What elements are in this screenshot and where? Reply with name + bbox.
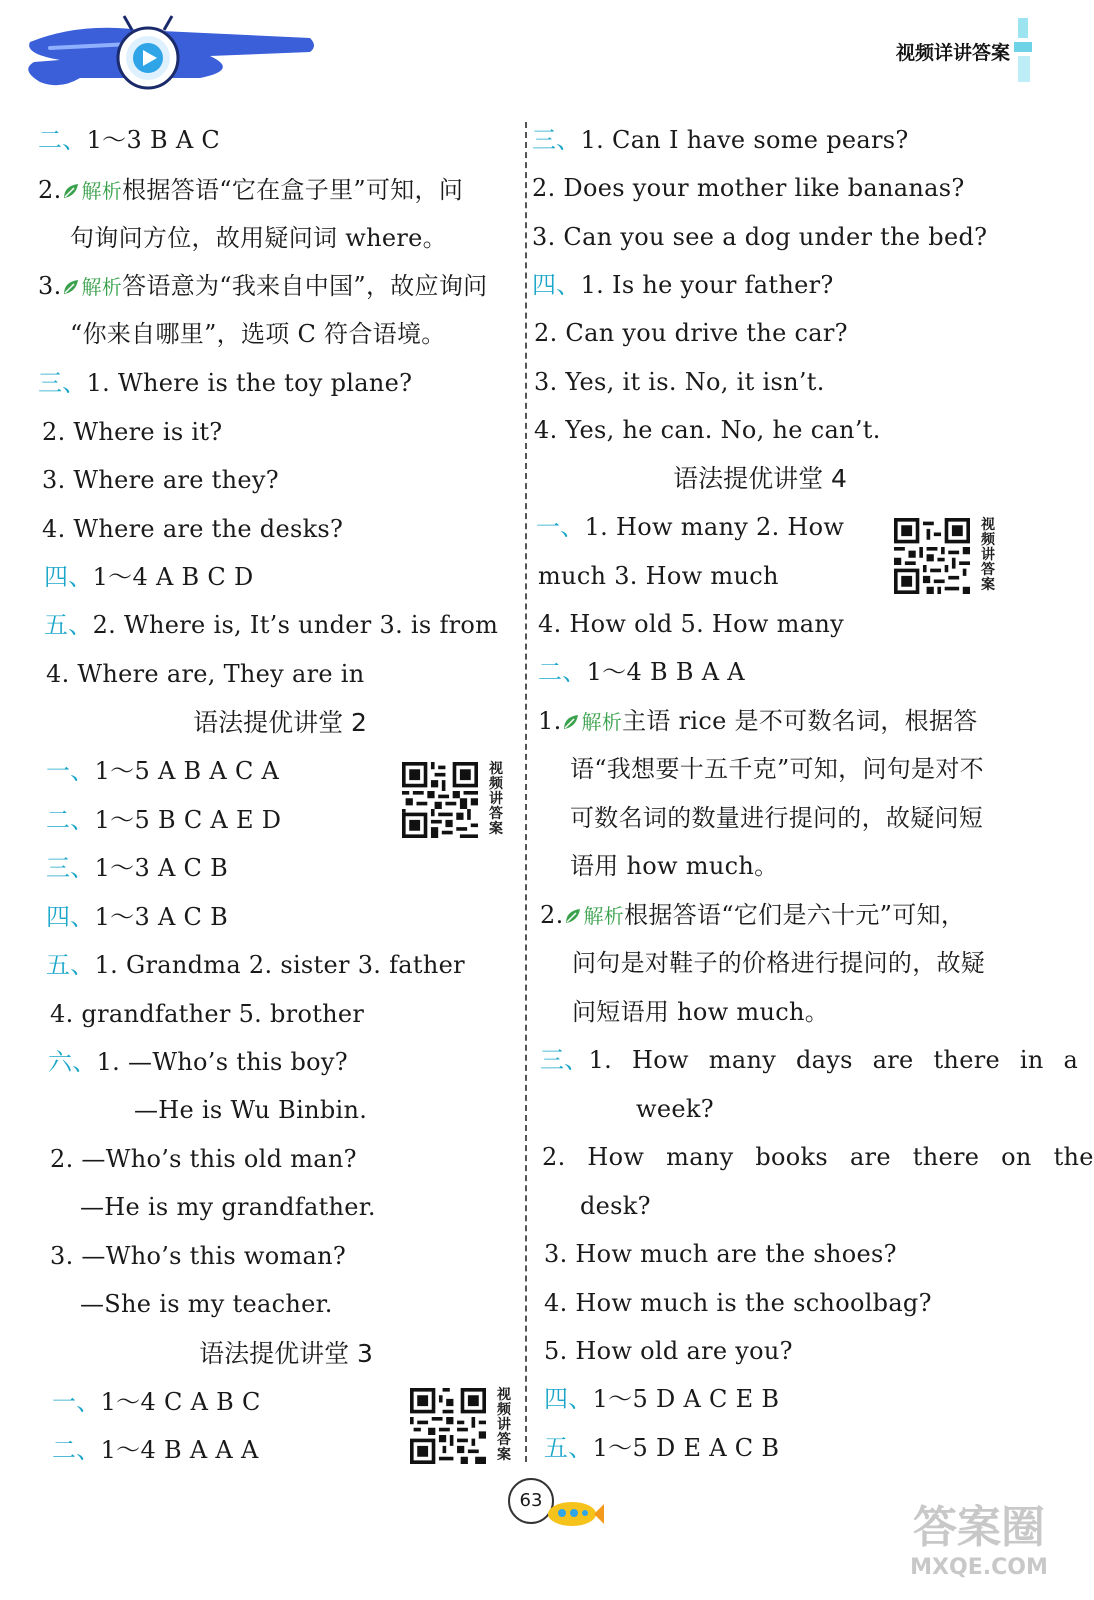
explanation-line: 语用 how much。 [570, 852, 779, 880]
answer-line: 4. How much is the schoolbag? [544, 1289, 932, 1317]
qr-caption: 视频讲答案 [489, 761, 503, 837]
answer-line: 二、1～4 B A A A [52, 1436, 259, 1464]
answer-line: 三、1. Can I have some pears? [532, 126, 909, 154]
answer-line: much 3. How much [538, 562, 779, 590]
answer-line: 2. —Who’s this old man? [50, 1145, 357, 1173]
answer-line: 4. Where are the desks? [42, 515, 344, 543]
answer-line: 六、1. —Who’s this boy? [48, 1048, 348, 1076]
explanation-line: 句询问方位，故用疑问词 where。 [70, 224, 447, 252]
header-decoration [1014, 18, 1032, 82]
answer-line: 2. Does your mother like bananas? [532, 174, 965, 202]
qr-code-icon[interactable] [894, 518, 970, 594]
answer-line: 4. grandfather 5. brother [50, 1000, 365, 1028]
watermark-logo: 答案圈 [913, 1502, 1045, 1553]
answer-line: —She is my teacher. [80, 1290, 333, 1318]
leaf-icon [62, 278, 80, 296]
page-number-badge [508, 1478, 608, 1528]
answer-line: 一、1～4 C A B C [52, 1388, 261, 1416]
header-title: 视频详讲答案 [895, 42, 1010, 64]
section-title: 语法提优讲堂 2 [193, 708, 367, 737]
answer-line: 四、1～4 A B C D [44, 563, 254, 591]
answer-line: 五、1. Grandma 2. sister 3. father [46, 951, 465, 979]
answer-line: 3. Can you see a dog under the bed? [532, 223, 988, 251]
answer-line: 一、1～5 A B A C A [46, 757, 280, 785]
answer-line: 五、1～5 D E A C B [544, 1434, 780, 1462]
answer-line: 二、1～3 B A C [38, 126, 221, 154]
header-banner [20, 12, 320, 100]
watermark [894, 1502, 1064, 1592]
section-title: 语法提优讲堂 4 [673, 464, 847, 493]
leaf-icon [564, 907, 582, 925]
answer-line: 3. Yes, it is. No, it isn’t. [534, 368, 825, 396]
qr-caption: 视频讲答案 [497, 1387, 511, 1463]
answer-line: 四、1. Is he your father? [532, 271, 834, 299]
answer-line: 3. How much are the shoes? [544, 1240, 897, 1268]
answer-line: desk? [580, 1192, 651, 1220]
fish-icon [538, 1496, 604, 1528]
answer-line: 2. Can you drive the car? [534, 319, 848, 347]
page-number: 63 [508, 1478, 554, 1524]
answer-line: 二、1～4 B B A A [538, 658, 745, 686]
answer-line: 三、1. Where is the toy plane? [38, 369, 413, 397]
section-title: 语法提优讲堂 3 [199, 1339, 373, 1368]
answer-line: 三、1. How many days are there in a [540, 1046, 1079, 1074]
answer-line: 二、1～5 B C A E D [46, 806, 282, 834]
explanation-line: 3. 解析答语意为“我来自中国”，故应询问 [38, 272, 488, 300]
play-icon [133, 43, 163, 73]
leaf-icon [562, 713, 580, 731]
answer-line: 4. How old 5. How many [538, 610, 844, 638]
explanation-line: 2. 解析根据答语“它在盒子里”可知，问 [38, 176, 464, 204]
explanation-line: 2. 解析根据答语“它们是六十元”可知， [540, 901, 966, 929]
answer-line: —He is my grandfather. [80, 1193, 376, 1221]
answer-line: 3. —Who’s this woman? [50, 1242, 347, 1270]
answer-line: 4. Yes, he can. No, he can’t. [534, 416, 881, 444]
answer-line: 2. Where is it? [42, 418, 223, 446]
qr-code-icon[interactable] [402, 762, 478, 838]
explanation-line: 语“我想要十五千克”可知，问句是对不 [570, 755, 984, 783]
qr-code-icon[interactable] [410, 1388, 486, 1464]
answer-line: 2. How many books are there on the [542, 1143, 1094, 1171]
answer-line: 3. Where are they? [42, 466, 279, 494]
explanation-line: 可数名词的数量进行提问的，故疑问短 [570, 804, 984, 832]
answer-line: 四、1～3 A C B [46, 903, 229, 931]
watermark-url: MXQE.COM [910, 1555, 1048, 1580]
column-divider [525, 122, 527, 1462]
answer-line: 一、1. How many 2. How [536, 513, 845, 541]
answer-line: 4. Where are, They are in [46, 660, 365, 688]
explanation-line: 问句是对鞋子的价格进行提问的，故疑 [572, 949, 986, 977]
explanation-line: “你来自哪里”，选项 C 符合语境。 [70, 320, 446, 348]
answer-line: 五、2. Where is, It’s under 3. is from [44, 611, 499, 639]
qr-caption: 视频讲答案 [981, 517, 995, 593]
answer-line: —He is Wu Binbin. [134, 1096, 368, 1124]
leaf-icon [62, 182, 80, 200]
answer-line: week? [636, 1095, 714, 1123]
answer-line: 三、1～3 A C B [46, 854, 229, 882]
explanation-line: 1. 解析主语 rice 是不可数名词，根据答 [538, 707, 978, 735]
answer-line: 四、1～5 D A C E B [544, 1385, 780, 1413]
explanation-line: 问短语用 how much。 [572, 998, 830, 1026]
answer-line: 5. How old are you? [544, 1337, 793, 1365]
